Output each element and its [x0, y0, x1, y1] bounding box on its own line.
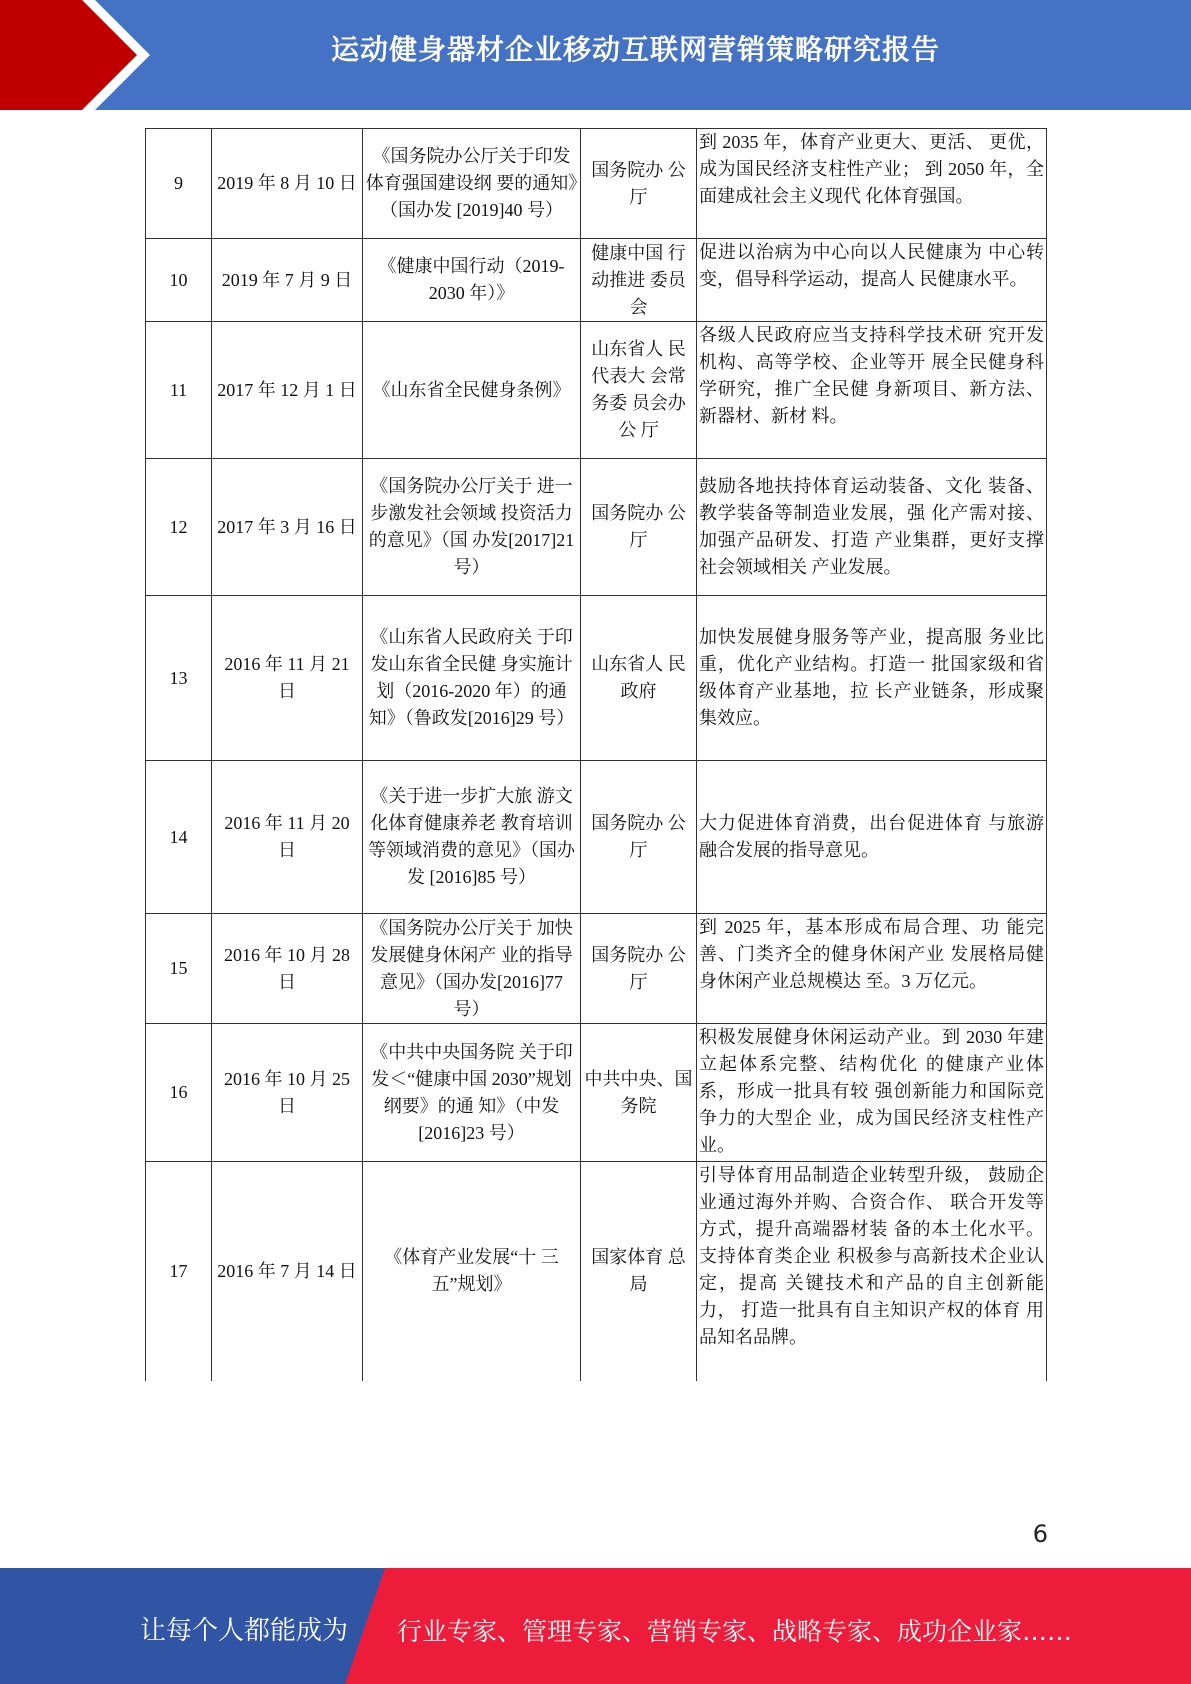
row-number: 10: [146, 239, 212, 322]
table-row: [146, 459, 1047, 596]
row-document: 《国务院办公厅关于印发体育强国建设纲 要的通知》（国办发 [2019]40 号）: [363, 129, 581, 239]
table-row: [146, 239, 1047, 322]
row-date: 2017 年 3 月 16 日: [212, 459, 363, 596]
row-document: 《山东省全民健身条例》: [363, 322, 581, 459]
row-number: 15: [146, 914, 212, 1024]
row-date: 2016 年 10 月 28 日: [212, 914, 363, 1024]
row-number: 17: [146, 1162, 212, 1381]
row-issuer: 国务院办 公厅: [581, 914, 697, 1024]
row-date: 2019 年 7 月 9 日: [212, 239, 363, 322]
row-issuer: 山东省人 民政府: [581, 596, 697, 761]
row-date: 2016 年 11 月 20 日: [212, 761, 363, 914]
row-number: 13: [146, 596, 212, 761]
row-issuer: 国务院办 公厅: [581, 761, 697, 914]
row-number: 12: [146, 459, 212, 596]
row-number: 11: [146, 322, 212, 459]
header-bar: [0, 0, 1191, 110]
row-document: 《关于进一步扩大旅 游文化体育健康养老 教育培训等领域消费的意见》（国办发 [2016]85 号）: [363, 761, 581, 914]
row-document: 《山东省人民政府关 于印发山东省全民健 身实施计划（2016-2020 年）的通知》（鲁政发[2016]29 号）: [363, 596, 581, 761]
row-date: 2019 年 8 月 10 日: [212, 129, 363, 239]
footer-slogan-right: 行业专家、管理专家、营销专家、战略专家、成功企业家……: [397, 1617, 1073, 1646]
row-issuer: 国务院办 公厅: [581, 459, 697, 596]
row-content: 促进以治病为中心向以人民健康为 中心转变，倡导科学运动，提高人 民健康水平。: [697, 239, 1047, 322]
table-row: [146, 596, 1047, 761]
row-number: 14: [146, 761, 212, 914]
row-content: 到 2025 年，基本形成布局合理、功 能完善、门类齐全的健身休闲产业 发展格局健身休闲产业总规模达 至。3 万亿元。: [697, 914, 1047, 1024]
table-row: [146, 1024, 1047, 1162]
table-row: [146, 761, 1047, 914]
row-date: 2016 年 7 月 14 日: [212, 1162, 363, 1381]
footer-slogan-left: 让每个人都能成为: [140, 1616, 349, 1646]
row-date: 2016 年 11 月 21 日: [212, 596, 363, 761]
table-row: [146, 1162, 1047, 1381]
row-document: 《体育产业发展“十 三五”规划》: [363, 1162, 581, 1381]
report-title: 运动健身器材企业移动互联网营销策略研究报告: [330, 33, 940, 66]
row-content: 到 2035 年，体育产业更大、更活、 更优，成为国民经济支柱性产业； 到 2050 年，全面建成社会主义现代 化体育强国。: [697, 129, 1047, 239]
header-arrow-icon: [0, 0, 150, 110]
row-issuer: 健康中国 行动推进 委员会: [581, 239, 697, 322]
row-content: 加快发展健身服务等产业，提高服 务业比重，优化产业结构。打造一 批国家级和省级体育产业基地，拉 长产业链条，形成聚集效应。: [697, 596, 1047, 761]
row-document: 《国务院办公厅关于 加快发展健身休闲产 业的指导意见》（国办发[2016]77 号）: [363, 914, 581, 1024]
table-row: [146, 914, 1047, 1024]
row-content: 鼓励各地扶持体育运动装备、文化 装备、教学装备等制造业发展，强 化产需对接、加强产品研发、打造 产业集群，更好支撑社会领域相关 产业发展。: [697, 459, 1047, 596]
row-document: 《健康中国行动（2019-2030 年）》: [363, 239, 581, 322]
table-row: [146, 322, 1047, 459]
page-number: 6: [1032, 1520, 1048, 1548]
row-content: 各级人民政府应当支持科学技术研 究开发机构、高等学校、企业等开 展全民健身科学研究，推广全民健 身新项目、新方法、新器材、新材 料。: [697, 322, 1047, 459]
row-issuer: 国务院办 公厅: [581, 129, 697, 239]
row-date: 2016 年 10 月 25 日: [212, 1024, 363, 1162]
row-issuer: 中共中央、国务院: [581, 1024, 697, 1162]
row-number: 9: [146, 129, 212, 239]
row-date: 2017 年 12 月 1 日: [212, 322, 363, 459]
row-issuer: 国家体育 总局: [581, 1162, 697, 1381]
policy-table: [145, 128, 1047, 1381]
table-row: [146, 129, 1047, 239]
row-content: 引导体育用品制造企业转型升级， 鼓励企业通过海外并购、合资合作、 联合开发等方式，提升高端器材装 备的本土化水平。支持体育类企业 积极参与高新技术企业认定，提高 关键技术和产品的自主创新能力， 打造一批具有自主知识产权的体育 用品知名品牌。: [697, 1162, 1047, 1381]
row-issuer: 山东省人 民代表大 会常务委 员会办公 厅: [581, 322, 697, 459]
row-document: 《中共中央国务院 关于印发＜“健康中国 2030”规划纲要》的通 知》（中发[2016]23 号）: [363, 1024, 581, 1162]
row-content: 大力促进体育消费，出台促进体育 与旅游融合发展的指导意见。: [697, 761, 1047, 914]
row-content: 积极发展健身休闲运动产业。到 2030 年建立起体系完整、结构优化 的健康产业体系，形成一批具有较 强创新能力和国际竞争力的大型企 业，成为国民经济支柱性产业。: [697, 1024, 1047, 1162]
row-number: 16: [146, 1024, 212, 1162]
row-document: 《国务院办公厅关于 进一步激发社会领域 投资活力的意见》（国 办发[2017]21 号）: [363, 459, 581, 596]
